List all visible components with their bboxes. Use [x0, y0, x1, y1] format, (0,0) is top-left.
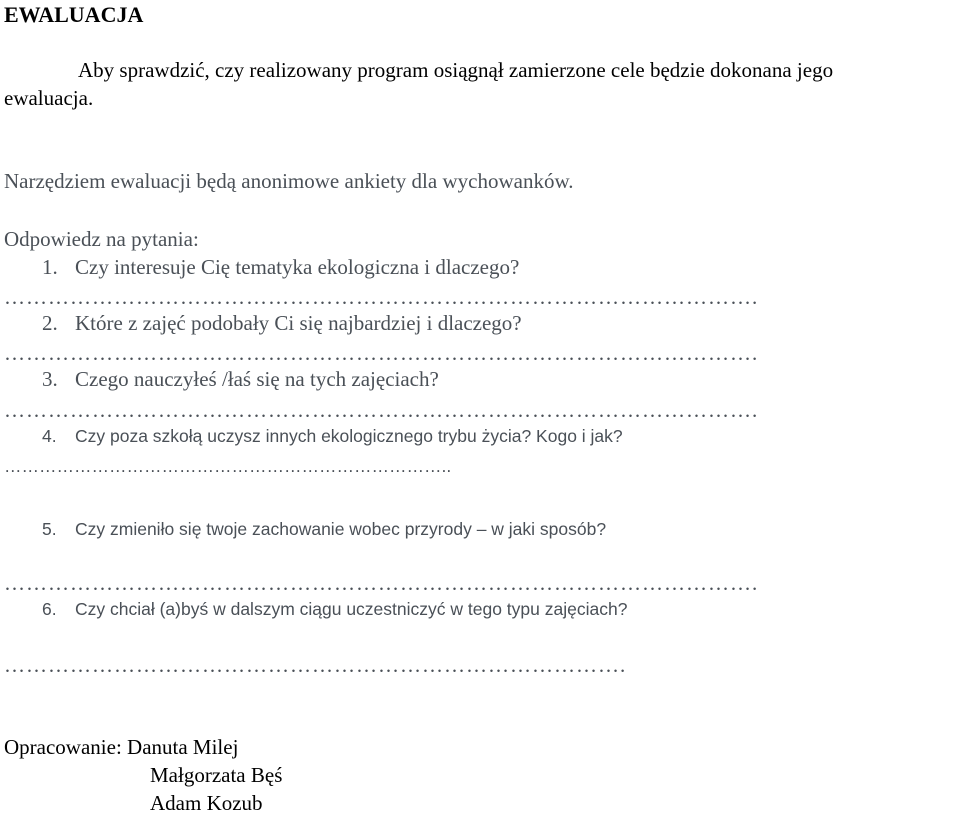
intro-text-line1: Aby sprawdzić, czy realizowany program osiągnął zamierzone cele będzie dokonana jego: [78, 58, 834, 82]
question-text: Czy zmieniło się twoje zachowanie wobec przyrody – w jaki sposób?: [75, 519, 607, 539]
answer-line-2: ………………………………………………………………………………………….: [4, 341, 759, 365]
question-text: Czy chciał (a)byś w dalszym ciągu uczestniczyć w tego typu zajęciach?: [75, 599, 628, 619]
question-number: 4.: [42, 426, 57, 446]
question-number: 2.: [42, 311, 58, 335]
question-4: [42, 428, 623, 446]
answer-line-5: ………………………………………………………………………………………….: [4, 571, 759, 595]
question-number: 5.: [42, 519, 57, 539]
intro-text-line2: ewaluacja.: [4, 86, 94, 110]
answer-line-3: ………………………………………………………………………………………….: [4, 398, 759, 422]
question-5: [42, 521, 606, 539]
question-text: Czego nauczyłeś /łaś się na tych zajęciach?: [75, 367, 439, 391]
credits-author-2: Małgorzata Bęś: [150, 763, 283, 787]
answer-line-1: ………………………………………………………………………………………….: [4, 285, 759, 309]
question-text: Czy interesuje Cię tematyka ekologiczna i dlaczego?: [75, 255, 520, 279]
questions-prompt: Odpowiedz na pytania:: [4, 227, 199, 251]
question-number: 1.: [42, 255, 58, 279]
tool-sentence: Narzędziem ewaluacji będą anonimowe ankiety dla wychowanków.: [4, 169, 574, 193]
question-2: [42, 313, 522, 334]
answer-line-6: ………………………………………………………………………….: [4, 653, 627, 677]
page-title: EWALUACJA: [4, 2, 144, 27]
answer-line-4: …………………………………………………………………..: [4, 456, 452, 476]
question-3: [42, 369, 439, 390]
question-text: Które z zajęć podobały Ci się najbardziej i dlaczego?: [75, 311, 522, 335]
credits-label: Opracowanie: Danuta Milej: [4, 735, 239, 759]
question-6: [42, 601, 627, 619]
question-text: Czy poza szkołą uczysz innych ekologicznego trybu życia? Kogo i jak?: [75, 426, 623, 446]
question-1: [42, 257, 519, 278]
question-number: 3.: [42, 367, 58, 391]
credits-author-3: Adam Kozub: [150, 791, 263, 815]
question-number: 6.: [42, 599, 57, 619]
